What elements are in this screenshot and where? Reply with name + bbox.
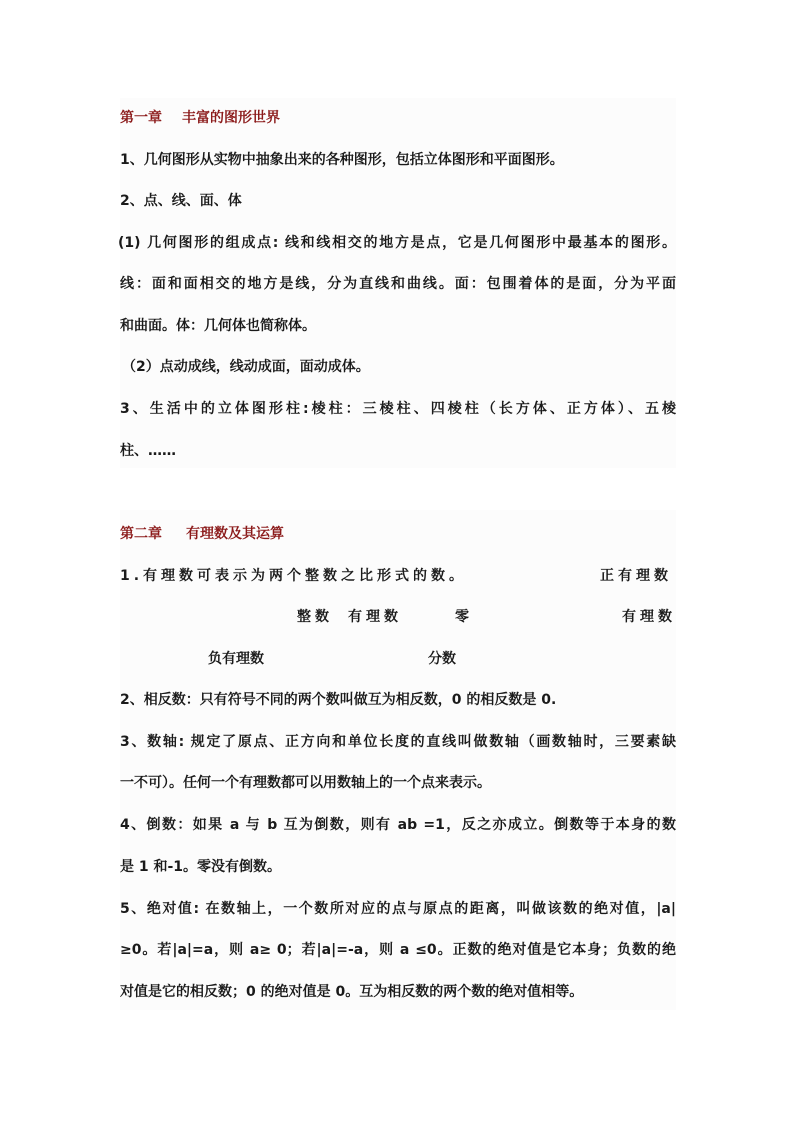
chapter-2-title: 有理数及其运算 — [186, 526, 284, 542]
ch2-tree-integer: 整数 — [297, 609, 333, 625]
ch2-tree-zero: 零 — [455, 609, 469, 625]
ch2-tree-rational: 有理数 — [348, 609, 402, 625]
chapter-1-number: 第一章 — [120, 110, 162, 126]
chapter-1-title: 丰富的图形世界 — [182, 110, 280, 126]
ch1-paragraph-1: 1、几何图形从实物中抽象出来的各种图形，包括立体图形和平面图形。 — [120, 152, 564, 168]
ch2-tree-rational-right: 有理数 — [622, 609, 676, 625]
ch1-paragraph-3-line-2: 线：面和面相交的地方是线，分为直线和曲线。面：包围着体的是面，分为平面 — [120, 276, 676, 292]
ch2-paragraph-1: 1.有理数可表示为两个整数之比形式的数。 — [120, 568, 468, 584]
ch1-paragraph-2: 2、点、线、面、体 — [120, 193, 242, 209]
chapter-2-heading — [120, 524, 676, 544]
ch2-paragraph-5-line-3: 对值是它的相反数；0 的绝对值是 0。互为相反数的两个数的绝对值相等。 — [120, 984, 584, 1000]
ch2-paragraph-3-line-2: 一不可）。任何一个有理数都可以用数轴上的一个点来表示。 — [120, 775, 491, 791]
ch1-paragraph-3-line-3: 和曲面。体：几何体也简称体。 — [120, 318, 316, 334]
ch1-paragraph-3-line-1: (1) 几何图形的组成点: 线和线相交的地方是点，它是几何图形中最基本的图形。 — [118, 235, 676, 251]
ch2-tree-negative-rational: 负有理数 — [208, 651, 264, 667]
ch2-paragraph-4-line-2: 是 1 和-1。零没有倒数。 — [120, 859, 282, 875]
ch1-paragraph-5-line-2: 柱、…… — [120, 443, 176, 459]
ch2-paragraph-3-line-1: 3、数轴: 规定了原点、正方向和单位长度的直线叫做数轴（画数轴时，三要素缺 — [120, 734, 676, 750]
chapter-1-heading — [120, 108, 676, 128]
ch2-paragraph-5-line-2: ≥0。若|a|=a，则 a≥ 0；若|a|=-a，则 a ≤0。正数的绝对值是它本身；负数的绝 — [120, 942, 676, 958]
ch2-paragraph-4-line-1: 4、倒数：如果 a 与 b 互为倒数，则有 ab =1，反之亦成立。倒数等于本身的数 — [120, 817, 676, 833]
ch2-tree-positive-rational: 正有理数 — [600, 568, 672, 584]
ch1-paragraph-5-line-1: 3、生活中的立体图形柱:棱柱：三棱柱、四棱柱（长方体、正方体）、五棱 — [120, 401, 676, 417]
ch2-tree-fraction: 分数 — [428, 651, 456, 667]
ch1-paragraph-4: （2）点动成线，线动成面，面动成体。 — [122, 359, 370, 375]
ch2-paragraph-5-line-1: 5、绝对值: 在数轴上，一个数所对应的点与原点的距离，叫做该数的绝对值，|a| — [120, 901, 676, 917]
chapter-2-number: 第二章 — [120, 526, 162, 542]
ch2-paragraph-2: 2、相反数：只有符号不同的两个数叫做互为相反数，0 的相反数是 0. — [120, 692, 557, 708]
